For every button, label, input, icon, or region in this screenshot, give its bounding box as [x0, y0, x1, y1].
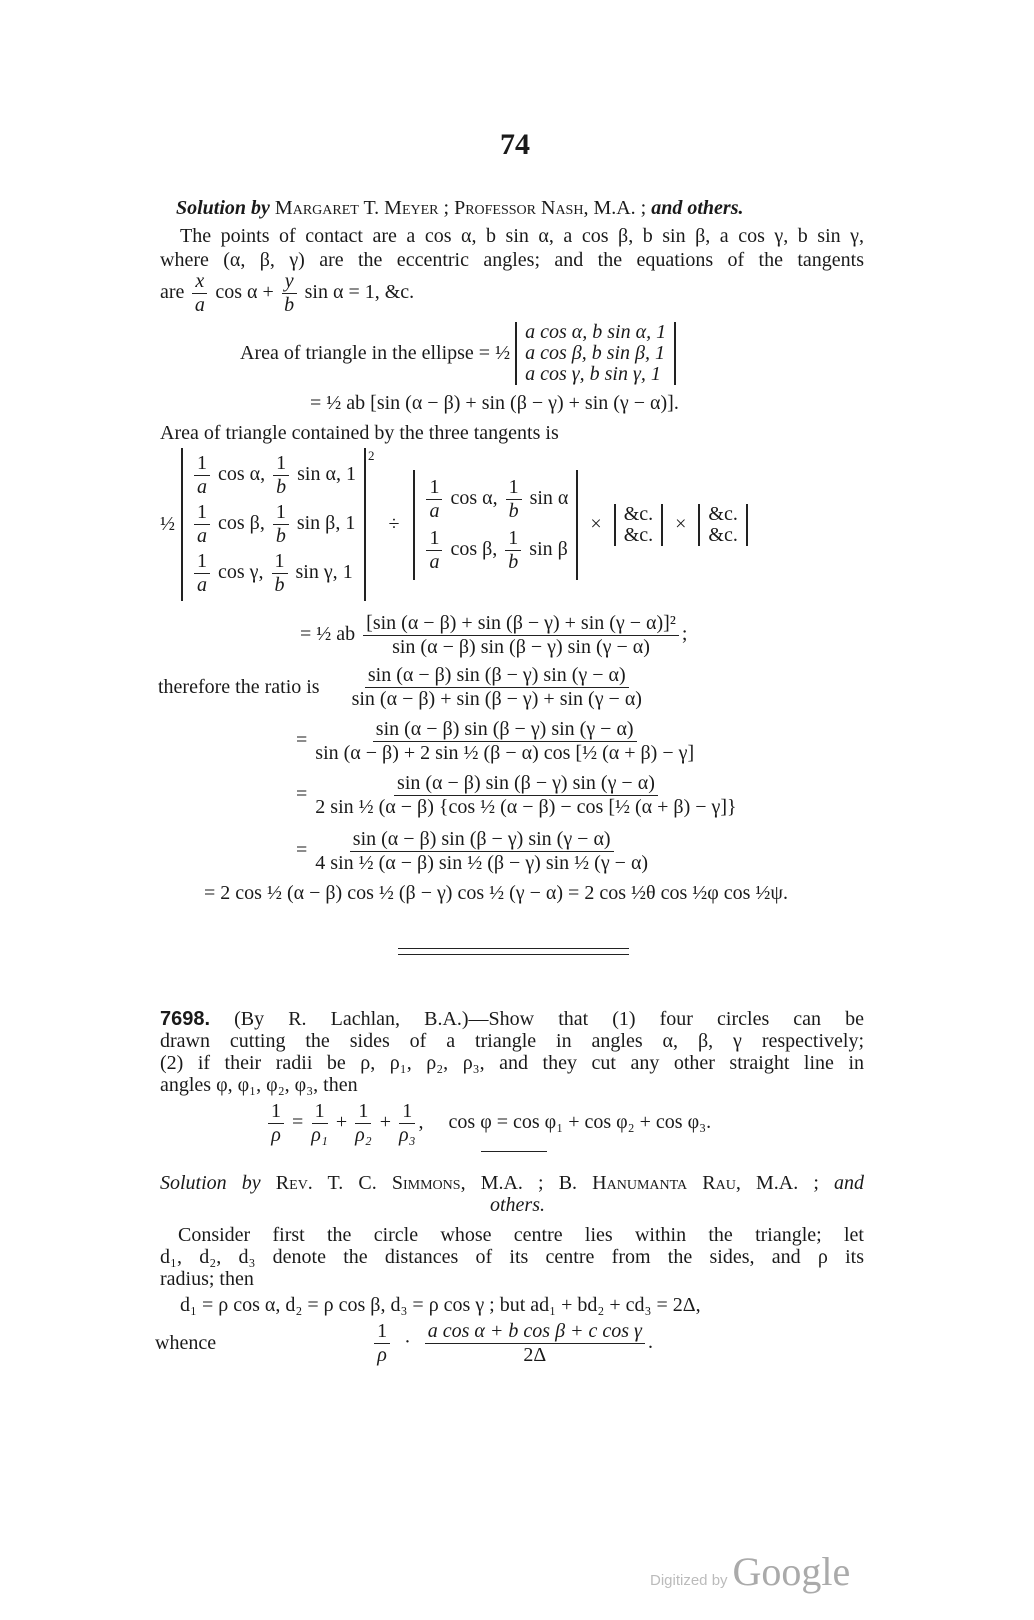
math-fragment [315, 828, 648, 875]
solution-byline [176, 197, 744, 220]
paragraph-line: Consider first the circle whose centre lies within the triangle; let [178, 1224, 864, 1246]
math-fragment [273, 501, 289, 548]
math-fragment: = [296, 783, 308, 806]
math-fragment [194, 550, 210, 597]
text: Area of triangle in the ellipse = ½ [240, 342, 511, 364]
math-fragment: 1 [426, 527, 442, 551]
numerator: y [282, 270, 297, 294]
math-fragment [315, 772, 736, 819]
math-fragment: + [335, 1111, 348, 1134]
operator: ÷ [388, 513, 400, 535]
math-fragment [194, 501, 210, 548]
watermark-text: Digitized by [650, 1572, 728, 1589]
math-fragment: = [296, 839, 308, 862]
math-fragment [374, 1320, 390, 1367]
determinant [413, 470, 578, 580]
math-fragment: 2 sin ½ (α − β) {cos ½ (α − β) − cos [½ (α + β) − γ]} [315, 796, 737, 818]
math-fragment: sin (α − β) + sin (β − γ) + sin (γ − α) [351, 688, 642, 710]
determinant [614, 504, 663, 546]
text: sin α = 1, &c. [304, 281, 415, 304]
math-fragment: Solution by [160, 1172, 261, 1194]
math-fragment [268, 1100, 284, 1147]
determinant-row [423, 476, 568, 523]
problem-number: 7698. [160, 1008, 211, 1030]
math-fragment [192, 270, 207, 317]
text: (By R. Lachlan, B.A.)—Show that (1) four circles can be [234, 1008, 865, 1030]
math-fragment [505, 527, 521, 574]
math-fragment: cos α, [218, 463, 266, 486]
math-fragment: 1 [506, 476, 522, 500]
math-fragment: &c. [708, 502, 738, 525]
math-fragment: cos γ, [218, 561, 264, 584]
math-fragment: cos φ = cos φ₁ + cos φ₂ + cos φ₃. [448, 1111, 712, 1134]
equation-step [296, 828, 651, 875]
equation-step [296, 718, 697, 765]
math-fragment [426, 527, 442, 574]
paragraph-line: d₁, d₂, d₃ denote the distances of its centre from the sides, and ρ its [160, 1246, 864, 1268]
math-fragment: Rev. T. C. Simmons, M.A. ; B. Hanumanta Rau, M.A. ; [275, 1172, 819, 1194]
equation-step [296, 772, 740, 819]
math-fragment: · [404, 1331, 411, 1354]
math-fragment: 1 [374, 1320, 390, 1344]
determinant-row [423, 527, 568, 574]
solution-suffix: and others. [651, 197, 744, 219]
math-fragment: 1 [345, 512, 356, 535]
operator: × [590, 513, 602, 535]
math-fragment: a [429, 499, 440, 522]
math-fragment: 4 sin ½ (α − β) sin ½ (β − γ) sin ½ (γ − α) [315, 852, 649, 874]
denominator: a [194, 294, 205, 316]
math-fragment: b [276, 476, 287, 498]
exponent: 2 [367, 448, 375, 463]
math-fragment: and [834, 1172, 865, 1194]
math-fragment [355, 1100, 372, 1147]
operator: × [675, 513, 687, 535]
google-logo: Google [732, 1549, 851, 1594]
problem-line: (2) if their radii be ρ, ρ₁, ρ₂, ρ₃, and they cut any other straight line in [160, 1052, 864, 1074]
paragraph-line: Area of triangle contained by the three tangents is [160, 422, 559, 444]
text: are [160, 281, 185, 304]
math-fragment: 1 [399, 1100, 415, 1124]
math-fragment [273, 452, 289, 499]
determinant-row: a cos β, b sin β, 1 [525, 342, 665, 364]
math-fragment: &c. [623, 502, 654, 525]
math-fragment: 1 [355, 1100, 371, 1124]
problem-line [160, 1008, 864, 1031]
math-fragment [399, 1100, 416, 1147]
math-fragment: sin (α − β) sin (β − γ) sin (γ − α) [392, 636, 650, 658]
math-fragment: sin α, [297, 463, 341, 486]
math-fragment: a [197, 574, 207, 596]
text: ½ [160, 513, 175, 535]
math-fragment: 1 [505, 527, 521, 551]
math-fragment [363, 612, 679, 659]
math-fragment: ρ₃ [398, 1124, 416, 1146]
math-fragment: sin (α − β) sin (β − γ) sin (γ − α) [350, 828, 614, 852]
math-fragment [272, 550, 288, 597]
paragraph-line: where (α, β, γ) are the eccentric angles; and the equations of the tangents [160, 249, 864, 271]
math-fragment: ρ [271, 1124, 281, 1146]
math-fragment: b [275, 525, 286, 547]
math-fragment [426, 476, 442, 523]
math-fragment: ρ [377, 1344, 387, 1366]
math-fragment: . [647, 1331, 653, 1354]
d-equations: d₁ = ρ cos α, d₂ = ρ cos β, d₃ = ρ cos γ ; but ad₁ + bd₂ + cd₃ = 2Δ, [180, 1294, 701, 1316]
divider [398, 954, 629, 955]
math-fragment: therefore the ratio is [158, 676, 320, 698]
math-fragment: whence [155, 1332, 217, 1354]
math-fragment: a [197, 476, 207, 498]
math-fragment: 1 [342, 561, 353, 584]
math-fragment: sin (α − β) sin (β − γ) sin (γ − α) [394, 772, 658, 796]
ratio-equation [158, 664, 645, 711]
determinant-row: a cos α, b sin α, 1 [525, 321, 667, 343]
math-fragment [311, 1100, 328, 1147]
math-fragment [315, 718, 694, 765]
determinant-row [191, 550, 356, 597]
determinant [181, 448, 366, 601]
solution-byline [160, 1172, 864, 1195]
math-fragment: cos α, [450, 486, 498, 509]
math-fragment: &c. [708, 523, 738, 546]
math-fragment: , [418, 1111, 424, 1134]
area-ellipse-result: = ½ ab [sin (α − β) + sin (β − γ) + sin (γ − α)]. [310, 392, 679, 414]
math-fragment [194, 452, 210, 499]
math-fragment: [sin (α − β) + sin (β − γ) + sin (γ − α)]² [363, 612, 679, 636]
math-fragment: a cos α + b cos β + c cos γ [425, 1320, 645, 1344]
final-result: = 2 cos ½ (α − β) cos ½ (β − γ) cos ½ (γ − α) = 2 cos ½θ cos ½φ cos ½ψ. [204, 882, 788, 904]
math-fragment: 1 [345, 463, 356, 486]
math-fragment: 2Δ [523, 1344, 547, 1366]
math-fragment [282, 270, 297, 317]
math-fragment: 1 [273, 452, 289, 476]
math-fragment: 1 [273, 501, 289, 525]
math-fragment: ρ₁ [311, 1124, 328, 1146]
math-fragment: 1 [268, 1100, 284, 1124]
math-fragment: b [508, 499, 519, 522]
solution-authors: Margaret T. Meyer ; Professor Nash, M.A. ; [274, 197, 647, 219]
math-fragment: sin (α − β) + 2 sin ½ (β − α) cos [½ (α + β) − γ] [315, 742, 695, 764]
solution-others: others. [490, 1194, 545, 1216]
math-fragment: 1 [194, 501, 210, 525]
math-fragment [506, 476, 522, 523]
math-fragment: 1 [194, 452, 210, 476]
whence-equation [155, 1320, 653, 1367]
tangent-equation [160, 270, 414, 317]
math-fragment: cos β, [218, 512, 265, 535]
math-fragment: sin (α − β) sin (β − γ) sin (γ − α) [373, 718, 637, 742]
equation [300, 612, 687, 659]
math-fragment: ; [681, 623, 688, 646]
math-fragment: sin (α − β) sin (β − γ) sin (γ − α) [365, 664, 629, 688]
math-fragment: b [274, 574, 285, 596]
math-fragment: + [379, 1111, 391, 1134]
text: cos α + [215, 281, 274, 304]
math-fragment: 1 [312, 1100, 328, 1124]
math-fragment: cos β, [450, 537, 498, 560]
page-number: 74 [500, 128, 530, 161]
determinant [515, 322, 676, 385]
short-rule [481, 1151, 547, 1152]
math-fragment [425, 1320, 645, 1367]
denominator: b [284, 294, 295, 316]
math-fragment: sin β [529, 537, 568, 560]
determinant-row [191, 452, 356, 499]
math-fragment [352, 664, 642, 711]
math-fragment: b [508, 550, 519, 573]
math-fragment: a [429, 550, 440, 573]
math-fragment: sin β, [296, 512, 341, 535]
google-watermark [650, 1548, 850, 1595]
determinant [698, 504, 747, 546]
math-fragment: = [296, 729, 308, 752]
divider [398, 948, 629, 949]
problem-formula [265, 1100, 711, 1147]
math-fragment: sin α [529, 486, 569, 509]
math-fragment: ρ₂ [355, 1124, 372, 1146]
math-fragment: 1 [272, 550, 288, 574]
area-ellipse-equation [240, 322, 676, 385]
math-fragment: 1 [194, 550, 210, 574]
determinant-row: a cos γ, b sin γ, 1 [525, 363, 661, 385]
math-fragment: a [197, 525, 207, 547]
determinant-row [191, 501, 356, 548]
math-fragment: sin γ, [295, 561, 338, 584]
tangent-area-expression [160, 448, 748, 601]
problem-line: angles φ, φ₁, φ₂, φ₃, then [160, 1074, 358, 1096]
paragraph-line: The points of contact are a cos α, b sin α, a cos β, b sin β, a cos γ, b sin γ, [180, 225, 864, 247]
solution-prefix: Solution by [176, 197, 270, 219]
math-fragment: &c. [623, 523, 654, 546]
problem-line: drawn cutting the sides of a triangle in angles α, β, γ respectively; [160, 1030, 864, 1052]
math-fragment: = ½ ab [300, 623, 356, 646]
paragraph-line: radius; then [160, 1268, 254, 1290]
numerator: x [192, 270, 207, 294]
math-fragment: 1 [426, 476, 442, 500]
math-fragment: = [292, 1111, 304, 1134]
